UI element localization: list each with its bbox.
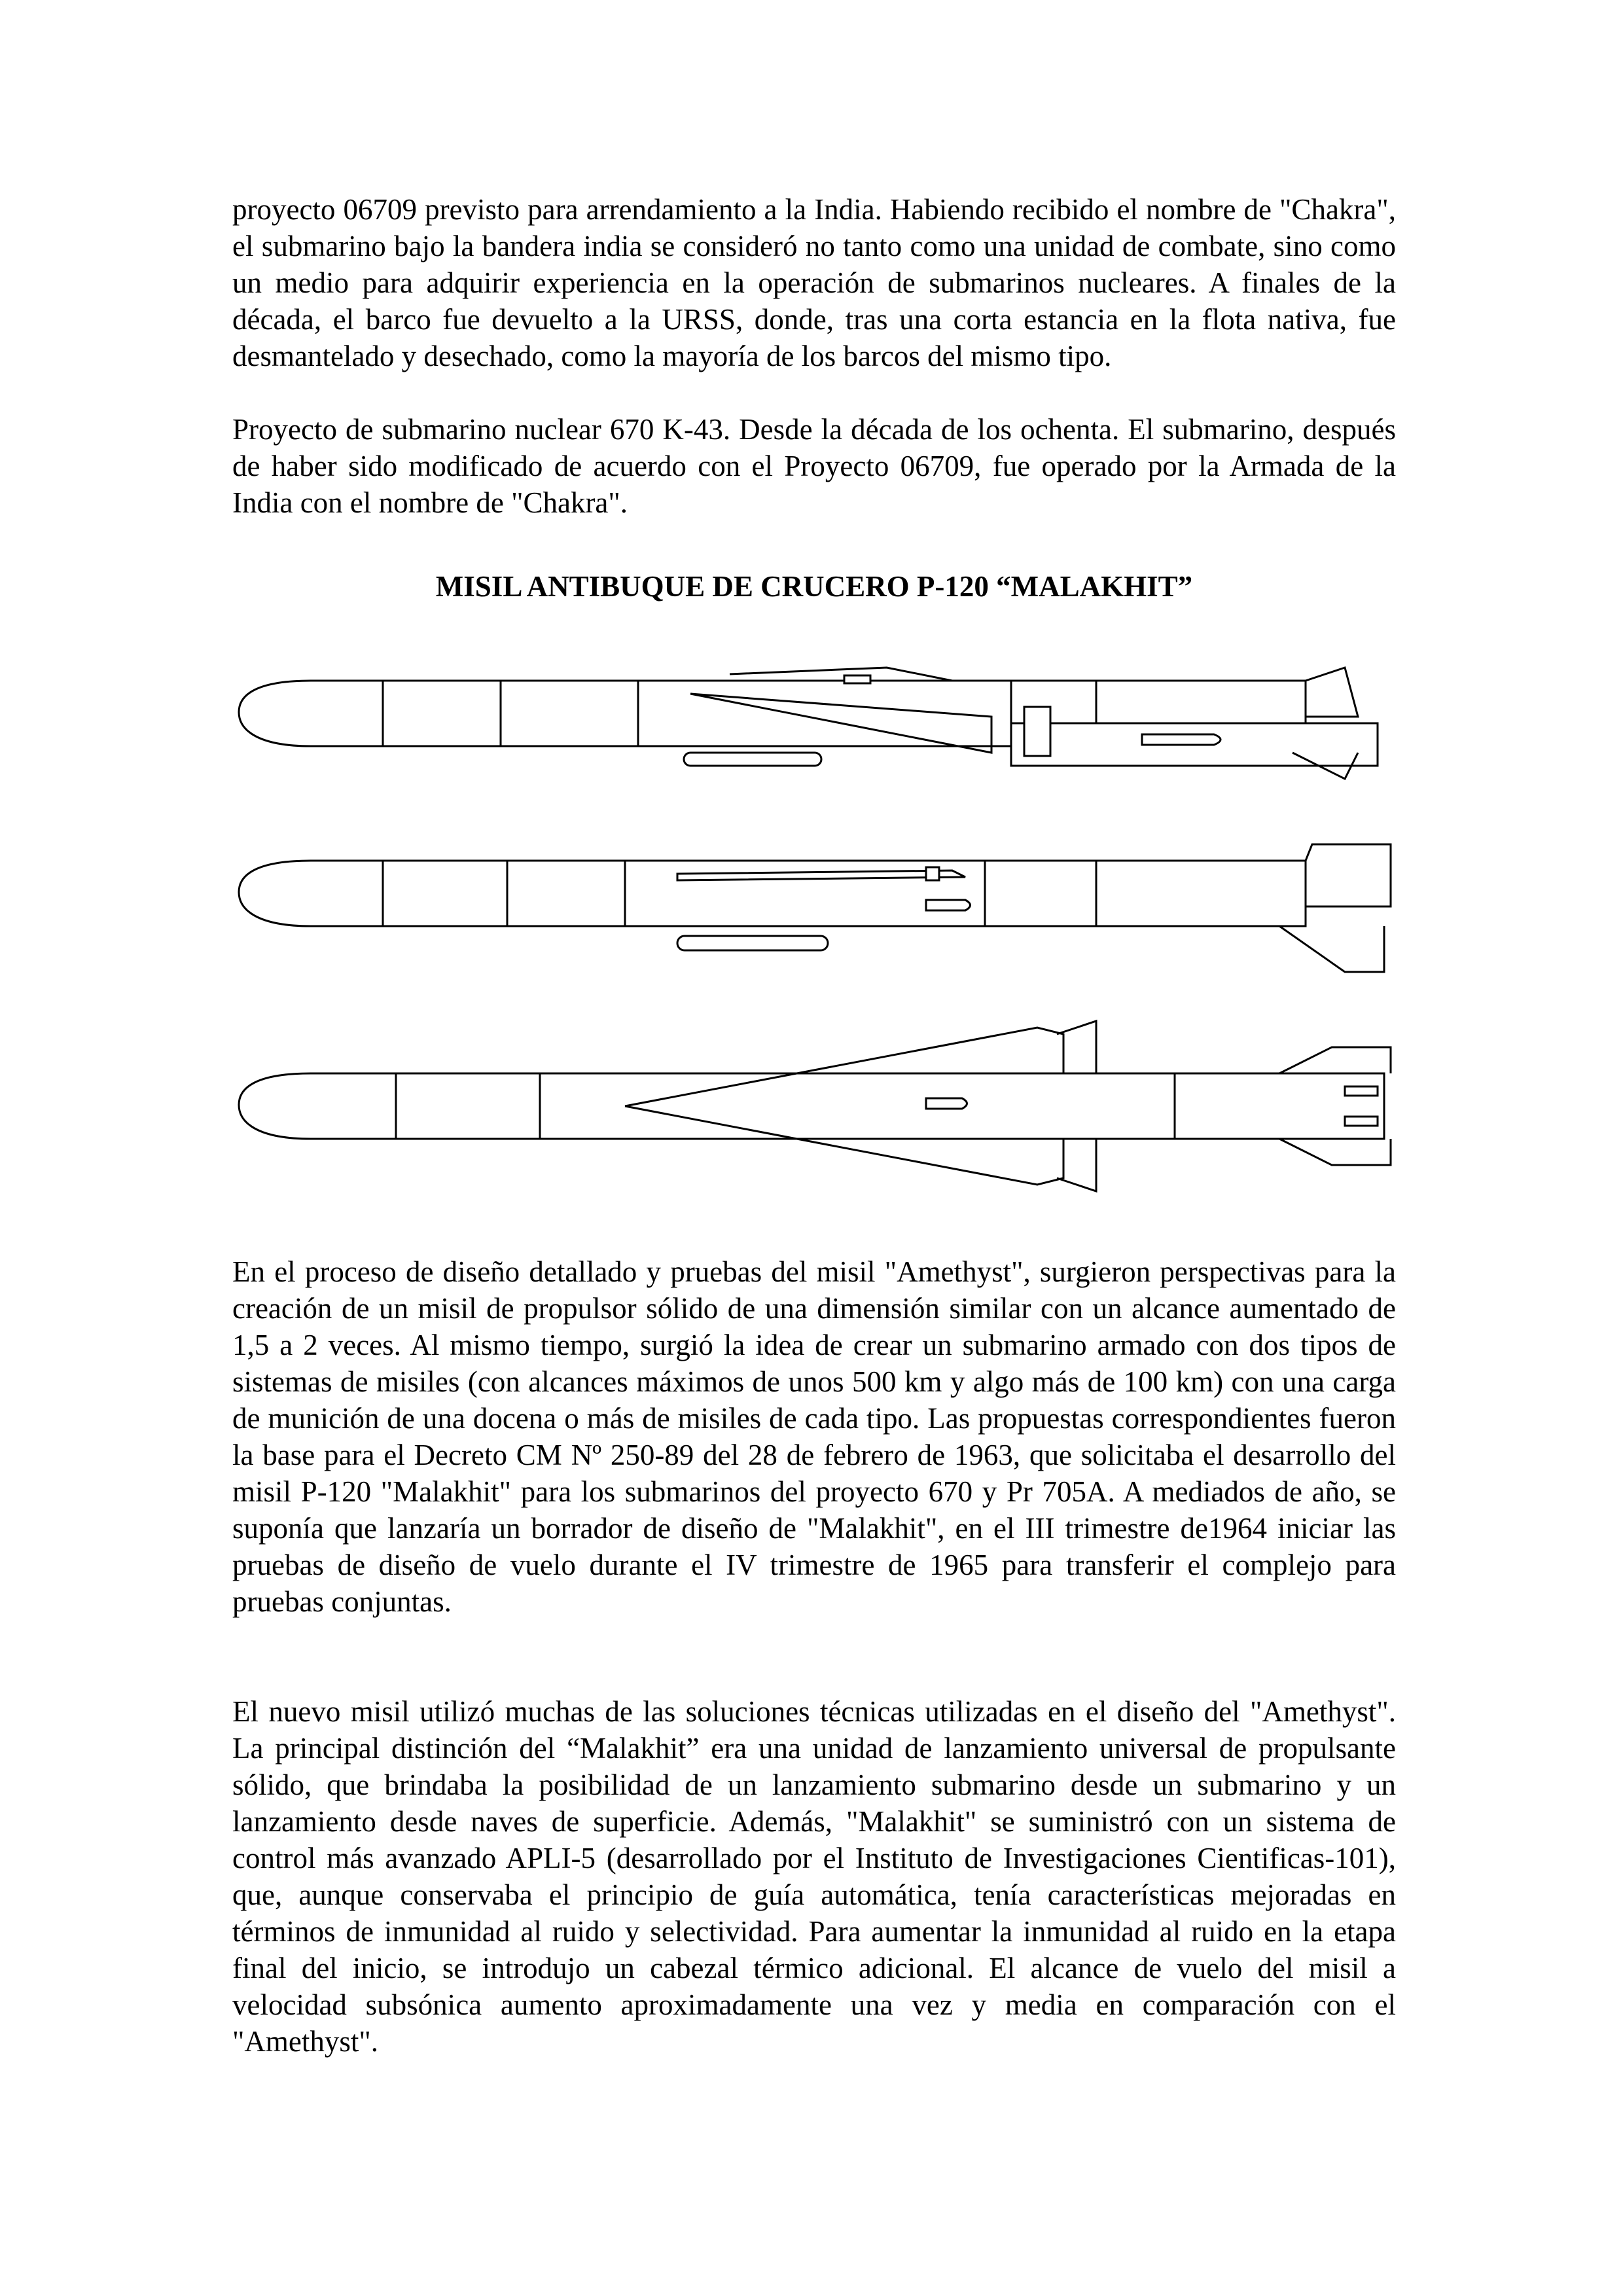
paragraph-design: En el proceso de diseño detallado y pruebas del misil "Amethyst", surgieron perspectivas para la creación de un misil de propulsor sólido de una dimensión similar con un alcance aumentado de 1,5 a 2 veces. Al mismo tiempo, surgió la idea de crear un submarino armado con dos tipos de sistemas de misiles (con alcances máximos de unos 500 km y algo más de 100 km) con una carga de munición de una docena o más de misiles de cada tipo. Las propuestas correspondientes fueron la base para el Decreto CM Nº 250-89 del 28 de febrero de 1963, que solicitaba el desarrollo del misil P-120 "Malakhit" para los submarinos del proyecto 670 y Pr 705A. A mediados de año, se suponía que lanzaría un borrador de diseño de "Malakhit", en el III trimestre de1964 iniciar las pruebas de diseño de vuelo durante el IV trimestre de 1965 para transferir el complejo para pruebas conjuntas. <box>232 1255 1396 1618</box>
missile-side-view-alt <box>239 844 1391 972</box>
paragraph-caption: Proyecto de submarino nuclear 670 K-43. Desde la década de los ochenta. El submarino, después de haber sido modificado de acuerdo con el Proyecto 06709, fue operado por la Armada de la India con el nombre de "Chakra". <box>232 413 1396 519</box>
missile-side-view <box>239 668 1378 779</box>
section-heading: MISIL ANTIBUQUE DE CRUCERO P-120 “MALAKHIT” <box>435 570 1193 603</box>
paragraph-features: El nuevo misil utilizó muchas de las soluciones técnicas utilizadas en el diseño del "Amethyst". La principal distinción del “Malakhit” era una unidad de lanzamiento universal de propulsante sólido, que brindaba la posibilidad de un lanzamiento submarino desde un submarino y un lanzamiento desde naves de superficie. Además, "Malakhit" se suministró con un sistema de control más avanzado APLI-5 (desarrollado por el Instituto de Investigaciones Cientificas-101), que, aunque conservaba el principio de guía automática, tenía características mejoradas en términos de inmunidad al ruido y selectividad. Para aumentar la inmunidad al ruido en la etapa final del inicio, se introdujo un cabezal térmico adicional. El alcance de vuelo del misil a velocidad subsónica aumento aproximadamente una vez y media en comparación con el "Amethyst". <box>232 1695 1396 2058</box>
paragraph-intro: proyecto 06709 previsto para arrendamiento a la India. Habiendo recibido el nombre de "Chakra", el submarino bajo la bandera india se consideró no tanto como una unidad de combate, sino como un medio para adquirir experiencia en la operación de submarinos nucleares. A finales de la década, el barco fue devuelto a la URSS, donde, tras una corta estancia en la flota nativa, fue desmantelado y desechado, como la mayoría de los barcos del mismo tipo. <box>232 193 1396 372</box>
missile-drawing-icon <box>232 655 1404 1217</box>
missile-top-view <box>239 1021 1391 1191</box>
